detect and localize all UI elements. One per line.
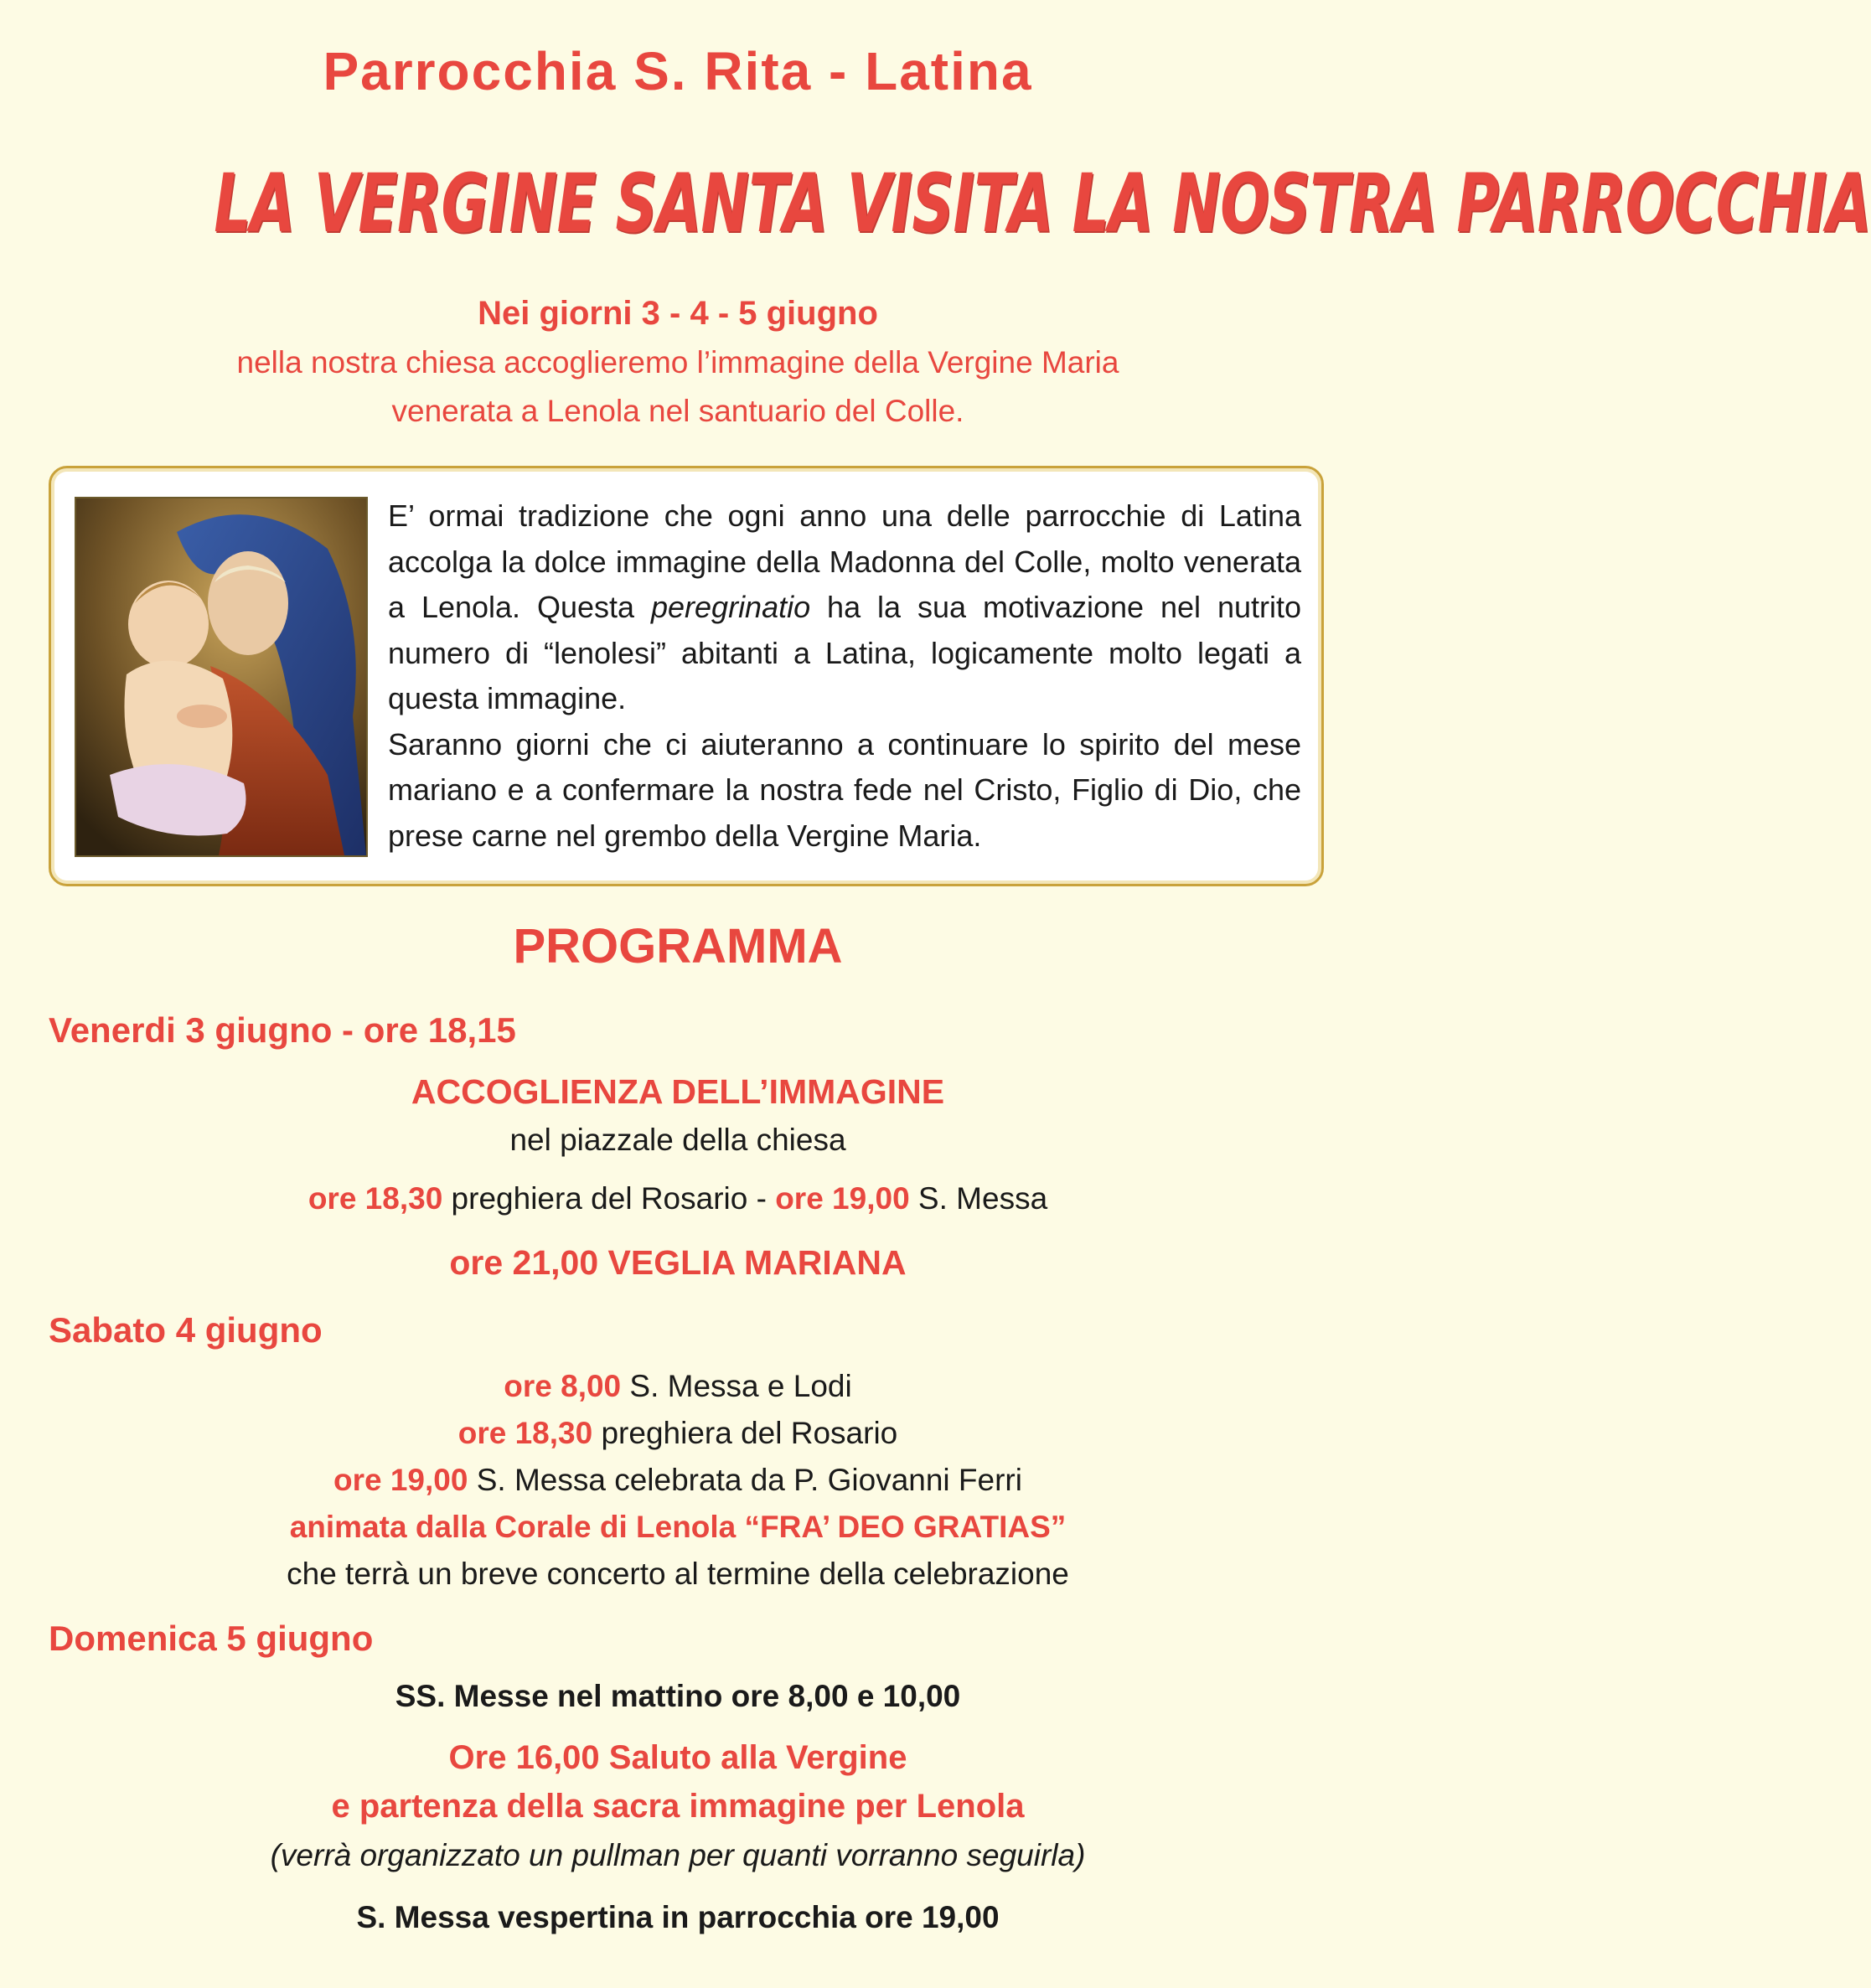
friday-heading: Venerdi 3 giugno - ore 18,15 (49, 1010, 516, 1050)
description-p1-end: ha la sua motivazione nel nutrito numero di “lenolesi” abitanti a Latina, logicamente molto legati a questa immagine. (388, 590, 1302, 715)
friday-veglia: ore 21,00 VEGLIA MARIANA (449, 1243, 907, 1282)
friday-time-messa: ore 19,00 (775, 1181, 910, 1216)
saturday-line-3 (0, 1463, 1356, 1498)
friday-accoglienza: ACCOGLIENZA DELL’IMMAGINE (411, 1072, 945, 1111)
sunday-saluto-2: e partenza della sacra immagine per Lenola (331, 1788, 1025, 1825)
saturday-line-1 (0, 1369, 1356, 1404)
saturday-time-1: ore 8,00 (504, 1369, 622, 1403)
sunday-vespertina: S. Messa vespertina in parrocchia ore 19,00 (356, 1900, 1000, 1934)
description-text (388, 493, 1301, 859)
description-p2: Saranno giorni che ci aiuteranno a continuare lo spirito del mese mariano e a confermare la nostra fede nel Cristo, Figlio di Dio, che prese carne nel grembo della Vergine Maria. (388, 726, 1301, 853)
sunday-messe: SS. Messe nel mattino ore 8,00 e 10,00 (395, 1679, 961, 1713)
saturday-time-2: ore 18,30 (457, 1416, 593, 1450)
description-box (49, 466, 1324, 886)
sunday-pullman: (verrà organizzato un pullman per quanti vorranno seguirla) (270, 1838, 1086, 1872)
event-dates: Nei giorni 3 - 4 - 5 giugno (478, 295, 878, 332)
friday-schedule (0, 1181, 1356, 1216)
saturday-text-3: S. Messa celebrata da P. Giovanni Ferri (468, 1463, 1022, 1497)
intro-line-1: nella nostra chiesa accoglieremo l’immagine della Vergine Maria (236, 345, 1119, 380)
programma-title: PROGRAMMA (513, 919, 843, 973)
saturday-heading: Sabato 4 giugno (49, 1310, 323, 1350)
sunday-heading: Domenica 5 giugno (49, 1619, 374, 1658)
saturday-time-3: ore 19,00 (333, 1463, 468, 1497)
saturday-line-2 (0, 1416, 1356, 1451)
headline: LA VERGINE SANTA VISITA LA NOSTRA PARROCCHIA (214, 157, 1871, 250)
description-p1-start: E’ ormai tradizione che ogni anno una delle parrocchie di Latina accolga la dolce immagine della Madonna del Colle, molto venerata a Lenola. Questa (388, 498, 1301, 624)
friday-piazzale: nel piazzale della chiesa (509, 1123, 846, 1157)
madonna-image (75, 497, 368, 857)
sunday-saluto-1: Ore 16,00 Saluto alla Vergine (448, 1739, 907, 1776)
friday-messa: S. Messa (909, 1181, 1048, 1216)
parish-name: Parrocchia S. Rita - Latina (323, 41, 1033, 101)
friday-time-rosario: ore 18,30 (308, 1181, 443, 1216)
saturday-concerto: che terrà un breve concerto al termine della celebrazione (287, 1557, 1069, 1591)
saturday-corale: animata dalla Corale di Lenola “FRA’ DEO GRATIAS” (289, 1510, 1067, 1544)
saturday-text-2: preghiera del Rosario (592, 1416, 898, 1450)
saturday-text-1: S. Messa e Lodi (621, 1369, 852, 1403)
intro-line-2: venerata a Lenola nel santuario del Colle. (391, 394, 964, 428)
friday-rosario: preghiera del Rosario - (442, 1181, 776, 1216)
description-p1-italic: peregrinatio (651, 590, 811, 624)
